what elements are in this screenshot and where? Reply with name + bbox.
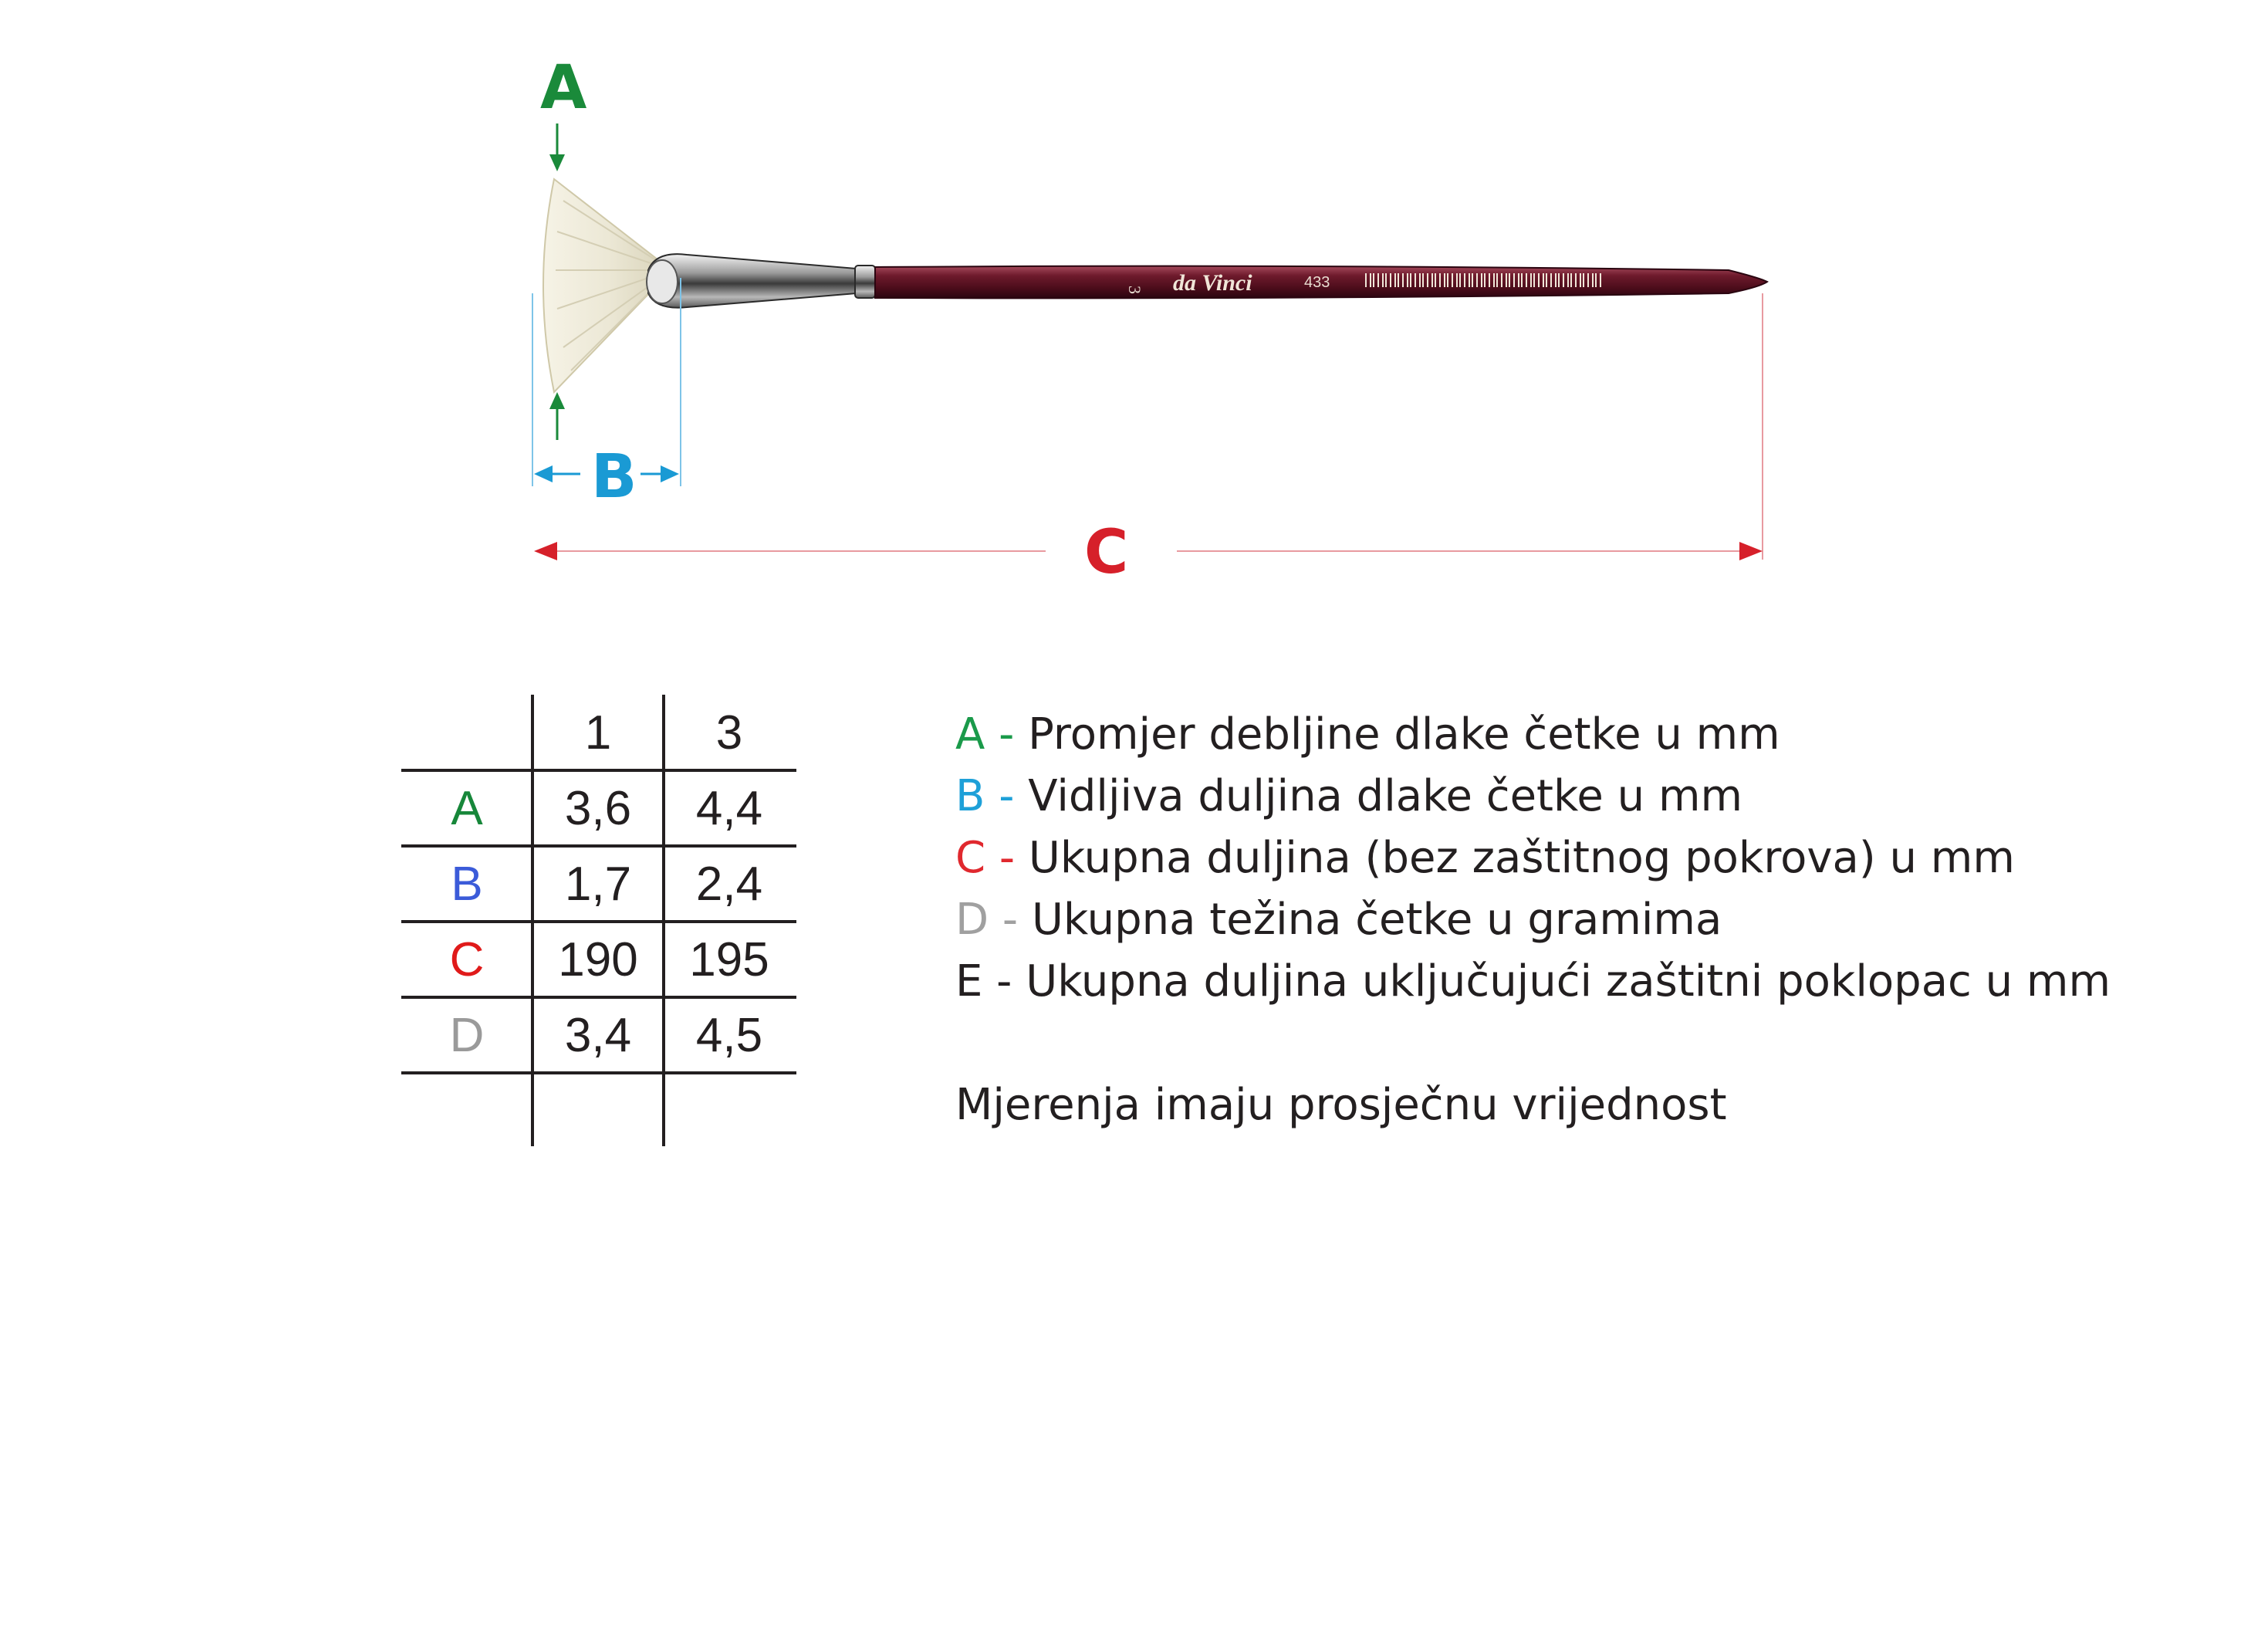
- legend-item-b: [955, 766, 2229, 827]
- table-cell: 190: [558, 932, 638, 986]
- legend-item-a: [955, 704, 2229, 766]
- table-cell: [664, 1073, 795, 1149]
- legend-text-b: Vidljiva duljina dlake četke u mm: [1028, 771, 1743, 821]
- column-header-size-3: 3: [715, 705, 743, 760]
- table-cell: [532, 1073, 664, 1149]
- table-cell: 4,4: [695, 781, 763, 835]
- legend-item-e: [955, 951, 2229, 1013]
- arrow-right-icon: [1739, 542, 1763, 560]
- legend-text-a: Promjer debljine dlake četke u mm: [1028, 709, 1780, 760]
- arrow-down-icon: [549, 154, 565, 171]
- row-label-empty: [401, 1073, 532, 1149]
- table-cell: 195: [689, 932, 769, 986]
- arrow-right-icon: [661, 465, 679, 482]
- legend-text-c: Ukupna duljina (bez zaštitnog pokrova) u mm: [1028, 833, 2015, 883]
- dimension-c-label: C: [1084, 518, 1129, 587]
- table-cell: 2,4: [695, 857, 763, 911]
- dimension-legend: [955, 704, 2229, 1136]
- row-label-a: A: [451, 781, 483, 835]
- size-table: [401, 695, 803, 1158]
- table-cell: 3,4: [564, 1008, 632, 1062]
- brush-size-imprint: 3: [1125, 286, 1144, 294]
- brush-dimension-diagram: [0, 0, 2268, 617]
- legend-item-c: [955, 827, 2229, 889]
- row-label-d: D: [449, 1008, 485, 1062]
- arrow-left-icon: [534, 465, 553, 482]
- dimension-a-label: A: [540, 53, 587, 123]
- dimension-b-label: B: [591, 442, 637, 512]
- arrow-up-icon: [549, 392, 565, 409]
- row-label-b: B: [451, 857, 483, 911]
- legend-key-c: C -: [955, 833, 1029, 883]
- legend-key-d: D -: [955, 895, 1032, 945]
- row-label-c: C: [449, 932, 485, 986]
- legend-key-a: A -: [955, 709, 1029, 760]
- table-cell: 1,7: [564, 857, 632, 911]
- legend-key-b: B -: [955, 771, 1029, 821]
- legend-text-d: Ukupna težina četke u gramima: [1031, 895, 1722, 945]
- legend-text-e: Ukupna duljina uključujući zaštitni poklopac u mm: [1026, 956, 2111, 1007]
- dimension-c: [534, 293, 1763, 587]
- brush-handle: [875, 266, 1767, 299]
- legend-item-d: [955, 889, 2229, 951]
- series-imprint: 433: [1304, 274, 1330, 291]
- measurement-note: Mjerenja imaju prosječnu vrijednost: [955, 1080, 1727, 1130]
- arrow-left-icon: [534, 542, 557, 560]
- table-cell: 4,5: [695, 1008, 763, 1062]
- legend-key-e: E -: [955, 956, 1026, 1007]
- column-header-size-1: 1: [584, 705, 612, 760]
- table-cell: 3,6: [564, 781, 632, 835]
- brand-imprint: da Vinci: [1173, 270, 1252, 296]
